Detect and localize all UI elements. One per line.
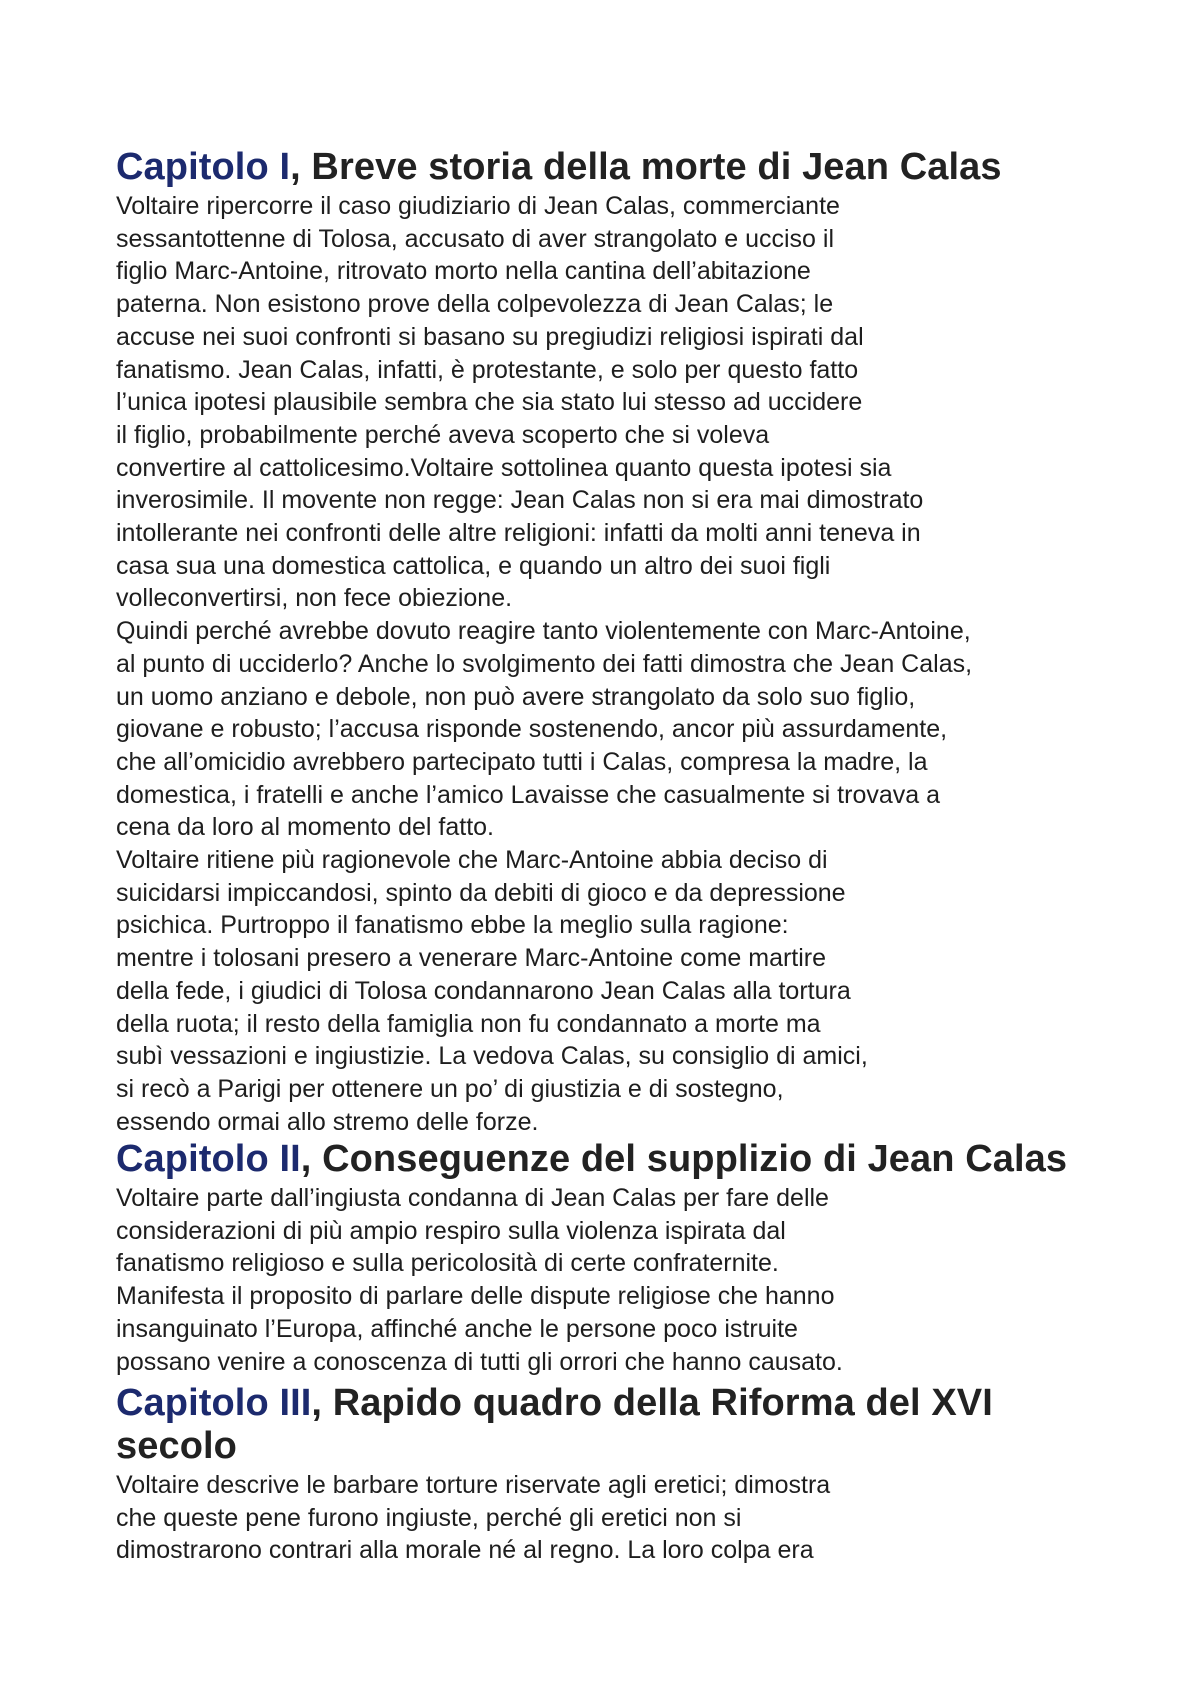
body-line: si recò a Parigi per ottenere un po’ di giustizia e di sostegno, [116, 1074, 784, 1103]
body-line: insanguinato l’Europa, affinché anche le persone poco istruite [116, 1314, 798, 1343]
body-line: sessantottenne di Tolosa, accusato di aver strangolato e ucciso il [116, 224, 835, 253]
chapter-2-title: , Conseguenze del supplizio di Jean Calas [300, 1138, 1068, 1180]
body-line: volleconvertirsi, non fece obiezione. [116, 584, 513, 613]
body-line: inverosimile. Il movente non regge: Jean Calas non si era mai dimostrato [116, 486, 924, 515]
body-line: che all’omicidio avrebbero partecipato tutti i Calas, compresa la madre, la [116, 747, 928, 776]
chapter-3-number: Capitolo III [116, 1382, 312, 1424]
body-line: essendo ormai allo stremo delle forze. [116, 1107, 539, 1136]
chapter-3-title: , Rapido quadro della Riforma del XVI [311, 1382, 993, 1424]
body-line: cena da loro al momento del fatto. [116, 813, 495, 842]
chapter-1-heading [116, 146, 1126, 189]
body-line: Quindi perché avrebbe dovuto reagire tanto violentemente con Marc-Antoine, [116, 617, 971, 646]
body-line: della fede, i giudici di Tolosa condannarono Jean Calas alla tortura [116, 976, 851, 1005]
body-line: psichica. Purtroppo il fanatismo ebbe la meglio sulla ragione: [116, 911, 789, 940]
body-line: considerazioni di più ampio respiro sulla violenza ispirata dal [116, 1216, 786, 1245]
body-line: subì vessazioni e ingiustizie. La vedova Calas, su consiglio di amici, [116, 1042, 868, 1071]
chapter-3-heading [116, 1382, 1126, 1468]
body-line: al punto di ucciderlo? Anche lo svolgimento dei fatti dimostra che Jean Calas, [116, 649, 973, 678]
chapter-3 [116, 1382, 1126, 1567]
body-line: convertire al cattolicesimo.Voltaire sottolinea quanto questa ipotesi sia [116, 453, 892, 482]
body-line: accuse nei suoi confronti si basano su pregiudizi religiosi ispirati dal [116, 322, 864, 351]
body-line: Voltaire ripercorre il caso giudiziario di Jean Calas, commerciante [116, 192, 840, 220]
body-line: fanatismo. Jean Calas, infatti, è protestante, e solo per questo fatto [116, 355, 859, 384]
body-line: paterna. Non esistono prove della colpevolezza di Jean Calas; le [116, 290, 834, 319]
chapter-1-body [116, 190, 1126, 1138]
body-line: giovane e robusto; l’accusa risponde sostenendo, ancor più assurdamente, [116, 715, 948, 744]
chapter-2-heading [116, 1138, 1126, 1181]
body-line: Manifesta il proposito di parlare delle dispute religiose che hanno [116, 1282, 835, 1311]
body-line: mentre i tolosani presero a venerare Marc-Antoine come martire [116, 944, 827, 973]
chapter-1-number: Capitolo I [116, 146, 291, 188]
chapter-1-title: , Breve storia della morte di Jean Calas [290, 146, 1002, 188]
body-line: suicidarsi impiccandosi, spinto da debiti di gioco e da depressione [116, 878, 846, 907]
body-line: Voltaire descrive le barbare torture riservate agli eretici; dimostra [116, 1471, 831, 1499]
body-line: Voltaire ritiene più ragionevole che Marc-Antoine abbia deciso di [116, 846, 828, 875]
body-line: fanatismo religioso e sulla pericolosità di certe confraternite. [116, 1249, 779, 1278]
body-line: della ruota; il resto della famiglia non fu condannato a morte ma [116, 1009, 821, 1038]
chapter-3-title-continued: secolo [116, 1425, 237, 1467]
body-line: domestica, i fratelli e anche l’amico Lavaisse che casualmente si trovava a [116, 780, 941, 809]
body-line: che queste pene furono ingiuste, perché gli eretici non si [116, 1503, 742, 1532]
body-line: dimostrarono contrari alla morale né al regno. La loro colpa era [116, 1536, 814, 1565]
chapter-2 [116, 1138, 1126, 1378]
body-line: l’unica ipotesi plausibile sembra che sia stato lui stesso ad uccidere [116, 388, 863, 417]
body-line: il figlio, probabilmente perché aveva scoperto che si voleva [116, 420, 770, 449]
chapter-1 [116, 146, 1126, 1138]
body-line: figlio Marc-Antoine, ritrovato morto nella cantina dell’abitazione [116, 257, 811, 286]
body-line: Voltaire parte dall’ingiusta condanna di Jean Calas per fare delle [116, 1184, 829, 1212]
body-line: casa sua una domestica cattolica, e quando un altro dei suoi figli [116, 551, 831, 580]
body-line: intollerante nei confronti delle altre religioni: infatti da molti anni teneva in [116, 519, 921, 548]
chapter-3-body [116, 1469, 1126, 1567]
chapter-2-number: Capitolo II [116, 1138, 301, 1180]
body-line: possano venire a conoscenza di tutti gli orrori che hanno causato. [116, 1347, 843, 1376]
body-line: un uomo anziano e debole, non può avere strangolato da solo suo figlio, [116, 682, 916, 711]
chapter-2-body [116, 1182, 1126, 1378]
